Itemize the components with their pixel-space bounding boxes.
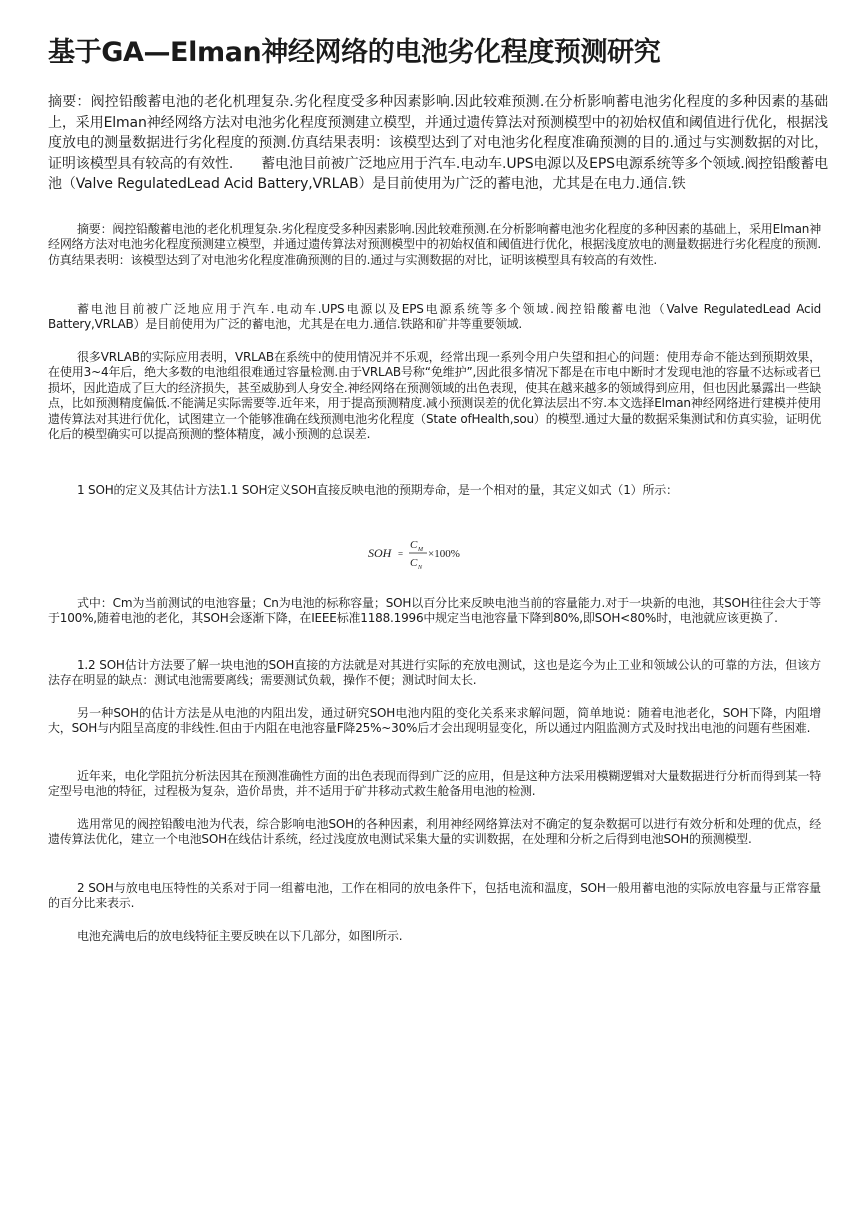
soh-estimation-paragraph: 1.2 SOH估计方法要了解一块电池的SOH直接的方法就是对其进行实际的充放电测试，这也是迄今为止工业和领域公认的可靠的方法，但该方法存在明显的缺点：测试电池需要离线；需要测试负载，操作不便；测试时间太长. <box>48 658 821 688</box>
internal-resistance-paragraph: 另一种SOH的估计方法是从电池的内阻出发，通过研究SOH电池内阻的变化关系来求解问题，简单地说：随着电池老化，SOH下降，内阻增大，SOH与内阻呈高度的非线性.但由于内阻在电池容量F降25%~30%后才会出现明显变化，所以通过内阻监测方式及时找出电池的问题有些困难. <box>48 706 821 736</box>
soh-formula-svg <box>368 536 478 572</box>
method-selection-paragraph: 选用常见的阀控铅酸电池为代表，综合影响电池SOH的各种因素，利用神经网络算法对不确定的复杂数据可以进行有效分析和处理的优点，经遗传算法优化，建立一个电池SOH在线估计系统，经过浅度放电测试采集大量的实训数据，在处理和分析之后得到电池SOH的预测模型. <box>48 817 821 847</box>
discharge-curve-paragraph: 电池充满电后的放电线特征主要反映在以下几部分，如图l所示. <box>77 929 403 943</box>
formula-numerator-sub: M <box>418 547 423 553</box>
abstract-paragraph: 摘要：阀控铅酸蓄电池的老化机理复杂.劣化程度受多种因素影响.因此较难预测.在分析影响蓄电池劣化程度的多种因素的基础上，采用Elman神经网络方法对电池劣化程度预测建立模型，并通过遗传算法对预测模型中的初始权值和阈值进行优化，根据浅度放电的测量数据进行劣化程度的预测.仿真结果表明：该模型达到了对电池劣化程度准确预测的目的.通过与实测数据的对比，证明该模型具有较高的有效性. <box>48 222 821 267</box>
intro-paragraph: 蓄电池目前被广泛地应用于汽车.电动车.UPS电源以及EPS电源系统等多个领域.阀控铅酸蓄电池（Valve RegulatedLead Acid Battery,VRLAB）是目前使用为广泛的蓄电池，尤其是在电力.通信.铁路和矿井等重要领域. <box>48 302 821 332</box>
formula-lhs: SOH <box>368 546 392 560</box>
formula-explanation-paragraph: 式中：Cm为当前测试的电池容量；Cn为电池的标称容量；SOH以百分比来反映电池当前的容量能力.对于一块新的电池，其SOH往往会大于等于100%,随着电池的老化，其SOH会逐渐下降，在IEEE标准1188.1996中规定当电池容量下降到80%,即SOH<80%时，电池就应该更换了. <box>48 596 821 626</box>
soh-formula <box>368 536 478 572</box>
summary-paragraph: 摘要：阀控铅酸蓄电池的老化机理复杂.劣化程度受多种因素影响.因此较难预测.在分析影响蓄电池劣化程度的多种因素的基础上，采用Elman神经网络方法对电池劣化程度预测建立模型，并通过遗传算法对预测模型中的初始权值和阈值进行优化，根据浅度放电的测量数据进行劣化程度的预测.仿真结果表明：该模型达到了对电池劣化程度准确预测的目的.通过与实测数据的对比，证明该模型具有较高的有效性. 蓄电池目前被广泛地应用于汽车.电动车.UPS电源以及EPS电源系统等多个领域.阀控铅酸蓄电池（Valve RegulatedLead Acid Battery,VRLAB）是目前使用为广泛的蓄电池，尤其是在电力.通信.铁 <box>48 94 828 193</box>
vrlab-paragraph: 很多VRLAB的实际应用表明，VRLAB在系统中的使用情况并不乐观，经常出现一系列令用户失望和担心的问题：使用寿命不能达到预期效果，在使用3~4年后，绝大多数的电池组很难通过容量检测.由于VRLAB号称“免维护”,因此很多情况下都是在市电中断时才发现电池的容量不达标或者已损坏，因此造成了巨大的经济损失，甚至威胁到人身安全.神经网络在预测领域的出色表现，使其在越来越多的领域得到应用，但也因此暴露出一些缺点，比如预测精度偏低.不能满足实际需要等.近年来，用于提高预测精度.减小预测误差的优化算法层出不穷.本文选择Elman神经网络进行建模并使用遗传算法对其进行优化，试图建立一个能够准确在线预测电池劣化程度（State ofHealth,sou）的模型.通过大量的数据采集测试和仿真实验，证明优化后的模型确实可以提高预测的整体精度，减小预测的总误差. <box>48 350 821 442</box>
formula-numerator: C <box>410 539 418 551</box>
formula-denominator: C <box>410 557 418 569</box>
document-title: 基于GA—Elman神经网络的电池劣化程度预测研究 <box>48 37 661 68</box>
formula-denominator-sub: N <box>418 565 423 571</box>
impedance-analysis-paragraph: 近年来，电化学阻抗分析法因其在预测准确性方面的出色表现而得到广泛的应用，但是这种方法采用模糊逻辑对大量数据进行分析而得到某一特定型号电池的特征，过程极为复杂，造价昂贵，并不适用于矿井移动式救生舱备用电池的检测. <box>48 769 821 799</box>
soh-definition-paragraph: 1 SOH的定义及其估计方法1.1 SOH定义SOH直接反映电池的预期寿命，是一个相对的量，其定义如式（1）所示： <box>77 483 678 497</box>
formula-times: ×100% <box>428 548 460 560</box>
formula-equals: = <box>398 549 404 559</box>
discharge-voltage-paragraph: 2 SOH与放电电压特性的关系对于同一组蓄电池，工作在相同的放电条件下，包括电流和温度，SOH一般用蓄电池的实际放电容量与正常容量的百分比来表示. <box>48 881 821 911</box>
